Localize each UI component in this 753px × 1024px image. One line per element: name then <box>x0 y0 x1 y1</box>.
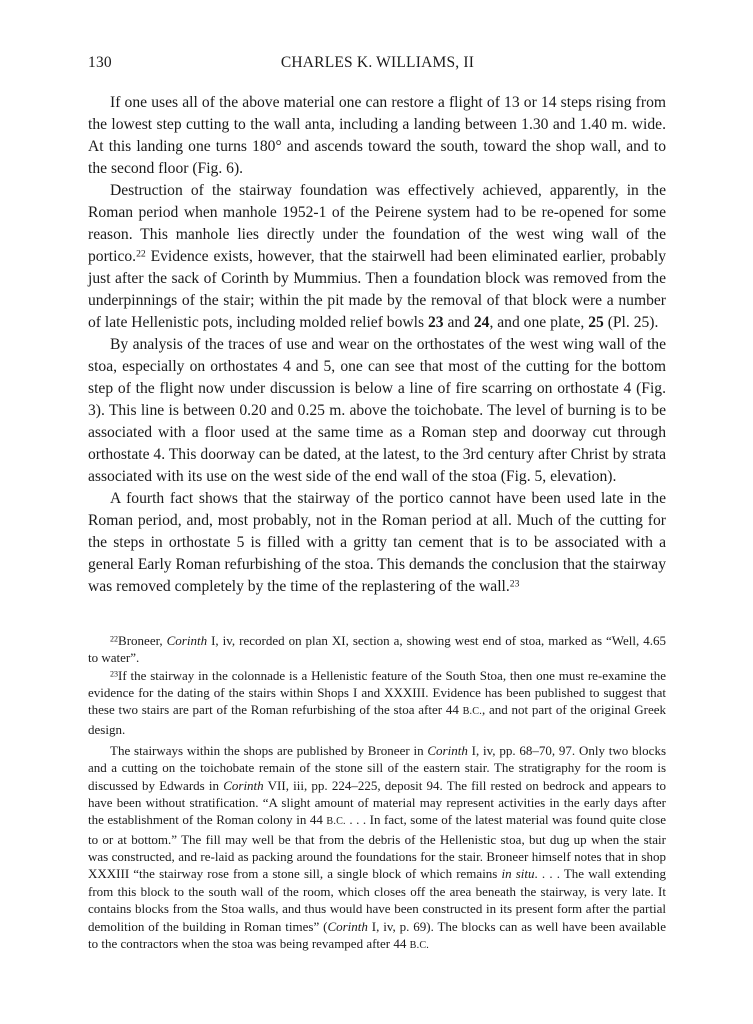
catalogue-number: 23 <box>427 314 444 331</box>
main-text <box>88 92 666 598</box>
footnote-23-continued: The stairways within the shops are published by Broneer in Corinth I, iv, pp. 68–70, 97. Only two blocks and a cutting on the toichobate remain of the stone sill of the eastern stair. The stratigraphy for the room is discussed by Edwards in Corinth VII, iii, pp. 224–225, deposit 94. The fill rested on bedrock and appears to have been without stratification. “A slight amount of material may represent activities in the early days after the establishment of the Roman colony in 44 B.C. . . . In fact, some of the latest material was found quite close to or at bottom.” The fill may well be that from the debris of the Hellenistic stoa, but dug up when the stair was constructed, and re-laid as packing around the foundations for the stair. Broneer himself notes that in shop XXXIII “the stairway rose from a stone sill, a single block of which remains in situ. . . . The wall extending from this block to the south wall of the room, which closes off the area beneath the stairway, is very late. It contains blocks from the Stoa walls, and thus would have been constructed in its present form after the partial demolition of the building in Roman times” (Corinth I, iv, p. 69). The blocks can as well have been available to the contractors when the stoa was being revamped after 44 B.C. <box>88 743 667 951</box>
paragraph-4: A fourth fact shows that the stairway of the portico cannot have been used late in the Roman period, and, most probably, not in the Roman period at all. Much of the cutting for the steps in orthostate 5 is filled with a gritty tan cement that is to be associated with a general Early Roman refurbishing of the stoa. This demands the conclusion that the stairway was removed completely by the time of the replastering of the wall.$^{23}$ <box>88 490 666 595</box>
page-number: 130 <box>88 54 112 71</box>
footnote-ref-22[interactable]: 22 <box>136 248 146 260</box>
paragraph-2: Destruction of the stairway foundation was effectively achieved, apparently, in the Roman period when manhole 1952-1 of the Peirene system had to be re-opened for some reason. This manhole lies directly under the foundation of the west wing wall of the portico.$^{22}$ Evidence exists, however, that the stairwell had been eliminated earlier, probably just after the sack of Corinth by Mummius. Then a foundation block was removed from the underpinnings of the stair; within the pit made by the removal of that block were a number of late Hellenistic pots, including molded relief bowls 23 and 24, and one plate, 25 (Pl. 25). <box>88 182 666 331</box>
catalogue-number: 25 <box>588 314 604 331</box>
footnote-ref-23[interactable]: 23 <box>509 578 520 590</box>
footnote-23: $^{23}$If the stairway in the colonnade is a Hellenistic feature of the South Stoa, then one must re-examine the evidence for the dating of the stairs within Shops I and XXXIII. Evidence has been published to suggest that these two stairs are part of the Roman refurbishing of the stoa after 44 B.C., and not part of the original Greek design. <box>88 667 667 737</box>
paragraph-3: By analysis of the traces of use and wear on the orthostates of the west wing wall of the stoa, especially on orthostates 4 and 5, one can see that most of the cutting for the bottom step of the flight now under discussion is below a line of fire scarring on orthostate 4 (Fig. 3). This line is between 0.20 and 0.25 m. above the toichobate. The level of burning is to be associated with a floor used at the same time as a Roman step and doorway cut through orthostate 4. This doorway can be dated, at the latest, to the 3rd century after Christ by strata associated with its use on the west side of the end wall of the stoa (Fig. 5, elevation). <box>88 336 666 485</box>
footnotes <box>88 632 666 954</box>
footnote-mark: 23 <box>110 669 119 679</box>
page-header <box>88 54 667 76</box>
catalogue-number: 24 <box>473 314 490 331</box>
running-head: CHARLES K. WILLIAMS, II <box>280 54 475 71</box>
paragraph-1: If one uses all of the above material one can restore a flight of 13 or 14 steps rising from the lowest step cutting to the wall anta, including a landing between 1.30 and 1.40 m. wide. At this landing one turns 180° and ascends toward the south, toward the shop wall, and to the second floor (Fig. 6). <box>88 94 666 177</box>
footnote-mark: 22 <box>110 634 119 644</box>
footnote-22: $^{22}$Broneer, Corinth I, iv, recorded on plan XI, section a, showing west end of stoa, marked as “Well, 4.65 to water”. <box>88 633 666 666</box>
